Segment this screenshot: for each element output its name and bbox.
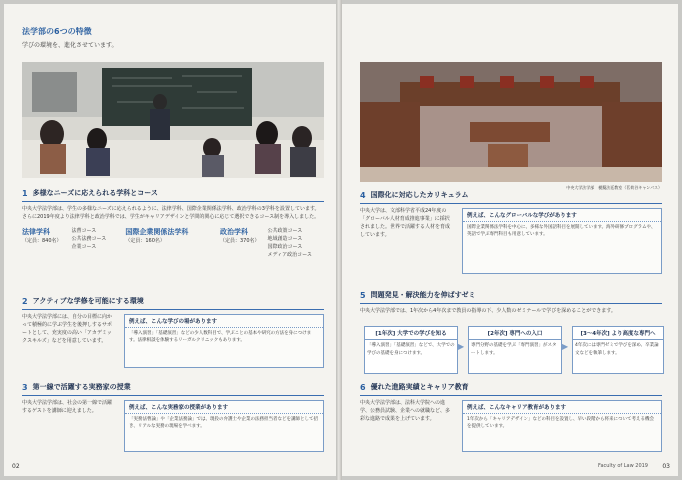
department-quota: （定員：160名） [125, 238, 165, 244]
page-number: 03 [662, 463, 670, 470]
section-number: 6 [360, 382, 366, 392]
department-quota: （定員：370名） [220, 238, 260, 244]
section-body-2: さらに2019年度より法律学科と政治学科では、学生がキャリアデザインと学問的関心に応じて選択できるコース制を導入しました。 [22, 214, 320, 220]
department-name: 政治学科 [220, 228, 248, 236]
right-page [342, 4, 678, 476]
example-box [124, 314, 324, 368]
example-box [124, 400, 324, 452]
step-title: [1年次] 大学での学びを知る [365, 327, 457, 340]
department-quota: （定員：840名） [22, 238, 62, 244]
section-body: 中央大学法学部には、自分の目標に向かって積極的に学ぶ学生を後押しするサポートとして、充実度の高い「アカデミックスキルズ」などを用意しています。 [22, 314, 113, 344]
section-rule [360, 203, 662, 204]
section-number: 4 [360, 190, 366, 200]
department-name: 法律学科 [22, 228, 50, 236]
section-rule [22, 201, 324, 202]
page-number: 02 [12, 463, 20, 470]
example-box-body: 1年次から「キャリアデザイン」などの科目を設置し、早い段階から将来について考える機会を提供しています。 [467, 417, 654, 429]
classroom-photo [22, 62, 324, 178]
section-title: 第一線で活躍する実務家の授業 [32, 383, 131, 391]
left-page [4, 4, 336, 476]
section-number: 2 [22, 296, 28, 306]
course-item: 国際政治コース [267, 244, 303, 250]
photo-caption: 中央大学法学部 模擬法廷教室（茗荷谷キャンパス） [566, 185, 662, 190]
course-item: 法曹コース [71, 228, 97, 234]
footer-brand: Faculty of Law 2019 [598, 463, 648, 469]
section-title: 多様なニーズに応えられる学科とコース [32, 189, 158, 197]
step-body: 「導入演習」「基礎演習」などで、大学での学びの基礎を身につけます。 [367, 343, 455, 356]
department-intl [125, 227, 212, 259]
section-5 [360, 290, 662, 315]
page-subtitle: 学びの環境を、進化させています。 [22, 42, 118, 49]
example-box-body: 「実務法曹論」や「企業法務論」では、現役の弁護士や企業の法務担当者などを講師として招き、リアルな実務の現場を学べます。 [129, 417, 318, 429]
course-item: 企業コース [71, 244, 97, 250]
seminar-step-2 [468, 326, 562, 374]
section-body: 中央大学法学部は、法科大学院への進学、公務員試験、企業への就職など、多彩な進路で成果を上げています。 [360, 400, 451, 422]
section-title: 国際化に対応したカリキュラム [370, 191, 469, 199]
step-arrow-icon: ▶ [562, 342, 569, 351]
section-number: 5 [360, 290, 366, 300]
example-box-body: 「導入演習」「基礎演習」などの少人数科目で、学ぶことの基本や研究の方法を身につけます。法律相談を体験するリーガルクリニックもあります。 [129, 331, 312, 343]
section-1 [22, 188, 324, 259]
step-body: 4年次には専門ゼミで学びを深め、卒業論文などを執筆します。 [575, 343, 659, 356]
course-item: 公共法務コース [71, 236, 107, 242]
section-body: 中央大学法学部は、学生の多様なニーズに応えられるように、法律学科、国際企業関係法学科、政治学科の3学科を設置しています。 [22, 206, 320, 212]
section-number: 1 [22, 188, 28, 198]
course-item: 地域創造コース [267, 236, 303, 242]
department-list [22, 227, 324, 259]
courtroom-photo [360, 62, 662, 182]
department-name: 国際企業関係法学科 [125, 228, 189, 236]
section-rule [22, 309, 324, 310]
example-box [462, 400, 662, 452]
department-law [22, 227, 117, 259]
example-box-title: 例えば、こんなキャリア教育があります [463, 401, 661, 414]
section-body: 中央大学法学部は、社会の第一線で活躍するゲストを講師に迎えました。 [22, 400, 113, 414]
section-body: 中央大学は、文部科学省平成24年度の「グローバル人材育成推進事業」に採択されました。世界で活躍する人材を育成しています。 [360, 208, 451, 238]
section-rule [360, 395, 662, 396]
section-title: 問題発見・解決能力を伸ばすゼミ [370, 291, 476, 299]
step-title: [2年次] 専門への入口 [469, 327, 561, 340]
section-title: アクティブな学修を可能にする環境 [32, 297, 144, 305]
example-box-title: 例えば、こんな学びの場があります [125, 315, 323, 328]
seminar-step-1 [364, 326, 458, 374]
section-body: 中央大学法学部では、1年次から4年次まで教員の指導の下、少人数のゼミナールで学びを深めることができます。 [360, 308, 616, 314]
example-box-body: 国際企業関係法学科を中心に、多様な外国語科目を展開しています。海外研修プログラムや、英語で学ぶ専門科目も用意しています。 [467, 225, 656, 237]
page-header [22, 26, 118, 49]
seminar-step-3 [572, 326, 664, 374]
department-politics [220, 227, 324, 259]
page-title: 法学部の6つの特徴 [22, 27, 92, 36]
course-item: 公共政策コース [267, 228, 303, 234]
example-box [462, 208, 662, 274]
example-box-title: 例えば、こんな実務家の授業があります [125, 401, 323, 414]
course-item: メディア政治コース [267, 252, 312, 258]
section-title: 優れた進路実績とキャリア教育 [370, 383, 469, 391]
example-box-title: 例えば、こんなグローバルな学びがあります [463, 209, 661, 222]
step-title: [3～4年次] より高度な専門へ [573, 327, 663, 340]
section-rule [22, 395, 324, 396]
section-rule [360, 303, 662, 304]
step-arrow-icon: ▶ [458, 342, 465, 351]
section-number: 3 [22, 382, 28, 392]
step-body: 専門分野の基礎を学ぶ「専門演習」がスタートします。 [471, 343, 557, 356]
